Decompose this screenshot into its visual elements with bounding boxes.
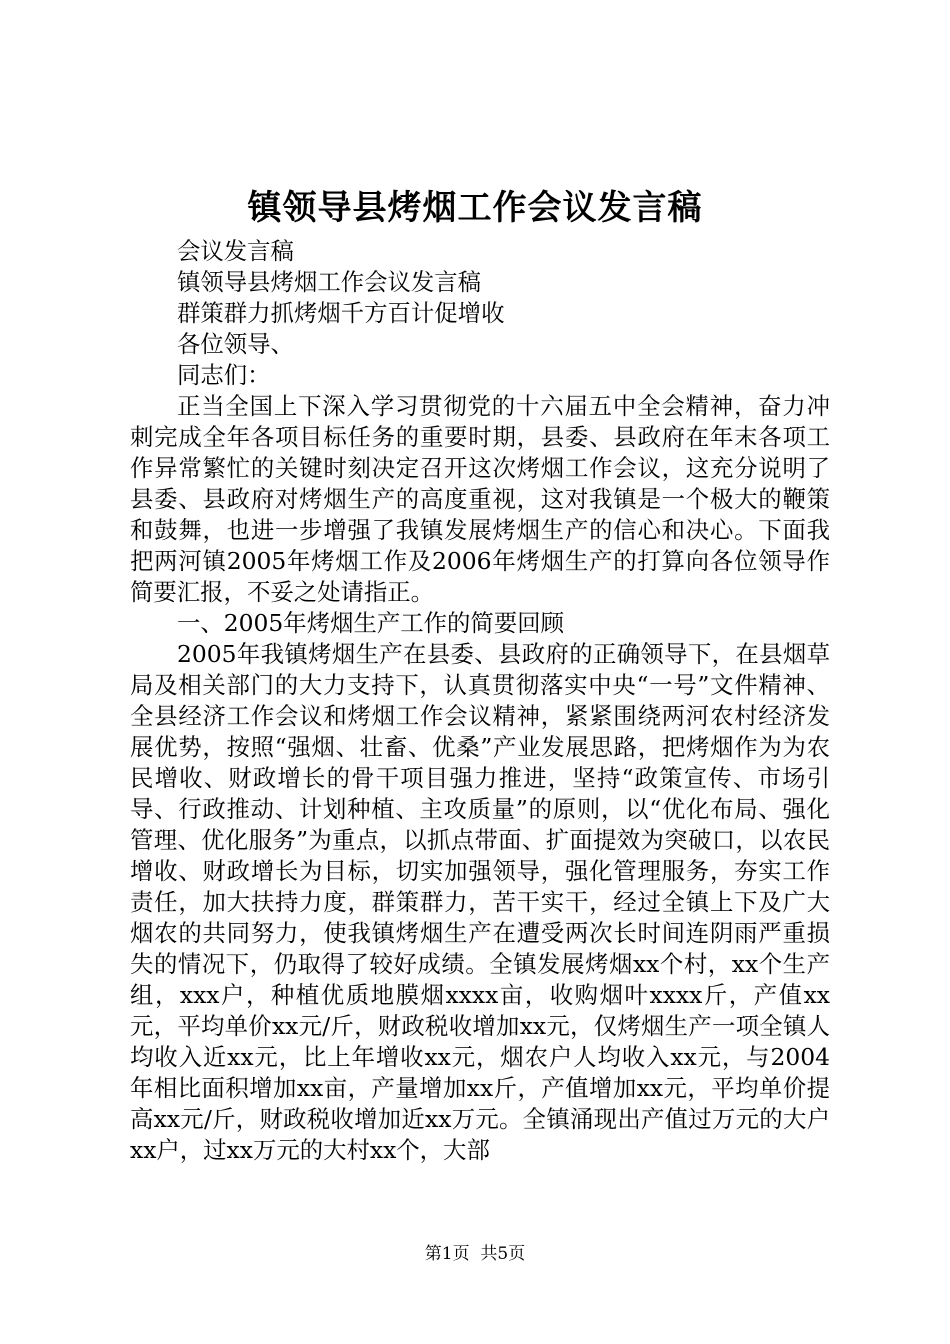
- page-number: 第1页: [424, 1244, 470, 1264]
- body-paragraph: 正当全国上下深入学习贯彻党的十六届五中全会精神，奋力冲刺完成全年各项目标任务的重要时期，县委、县政府在年末各项工作异常繁忙的关键时刻决定召开这次烤烟工作会议，这充分说明了县委、县政府对烤烟生产的高度重视，这对我镇是一个极大的鞭策和鼓舞，也进一步增强了我镇发展烤烟生产的信心和决心。下面我把两河镇2005年烤烟工作及2006年烤烟生产的打算向各位领导作简要汇报，不妥之处请指正。: [130, 392, 830, 606]
- heading-line: 会议发言稿: [177, 237, 294, 265]
- heading-line: 群策群力抓烤烟千方百计促增收: [177, 299, 505, 327]
- salutation-line: 各位领导、: [177, 330, 294, 358]
- page-total: 共5页: [480, 1244, 526, 1264]
- body-paragraph: 2005年我镇烤烟生产在县委、县政府的正确领导下，在县烟草局及相关部门的大力支持下，认真贯彻落实中央“一号”文件精神、全县经济工作会议和烤烟工作会议精神，紧紧围绕两河农村经济发展优势，按照“强烟、壮畜、优桑”产业发展思路，把烤烟作为为农民增收、财政增长的骨干项目强力推进，坚持“政策宣传、市场引导、行政推动、计划种植、主攻质量”的原则，以“优化布局、强化管理、优化服务”为重点，以抓点带面、扩面提效为突破口，以农民增收、财政增长为目标，切实加强领导，强化管理服务，夯实工作责任，加大扶持力度，群策群力，苦干实干，经过全镇上下及广大烟农的共同努力，使我镇烤烟生产在遭受两次长时间连阴雨严重损失的情况下，仍取得了较好成绩。全镇发展烤烟xx个村，xx个生产组，xxx户，种植优质地膜烟xxxx亩，收购烟叶xxxx斤，产值xx元，平均单价xx元/斤，财政税收增加xx元，仅烤烟生产一项全镇人均收入近xx元，比上年增收xx元，烟农户人均收入xx元，与2004年相比面积增加xx亩，产量增加xx斤，产值增加xx元，平均单价提高xx元/斤，财政税收增加近xx万元。全镇涌现出产值过万元的大户xx户，过xx万元的大村xx个，大部: [130, 640, 830, 1164]
- heading-line: 镇领导县烤烟工作会议发言稿: [177, 268, 482, 296]
- document-body: [130, 236, 830, 1166]
- document-title: 镇领导县烤烟工作会议发言稿: [247, 188, 703, 228]
- section-heading: 一、2005年烤烟生产工作的简要回顾: [177, 609, 564, 637]
- page-footer: [0, 1243, 950, 1265]
- salutation-line: 同志们：: [177, 361, 271, 389]
